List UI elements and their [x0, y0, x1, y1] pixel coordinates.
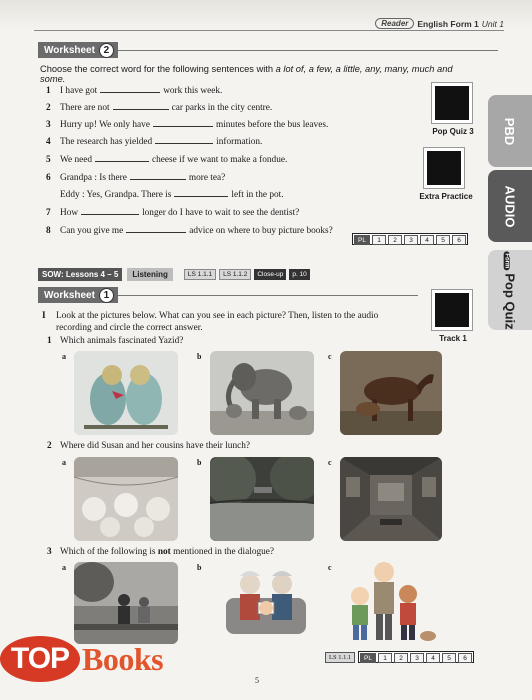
side-tab-pop-quiz[interactable]	[488, 250, 532, 330]
running-header	[375, 18, 504, 29]
answer-blank[interactable]	[153, 118, 213, 127]
worksheet-rule	[118, 295, 418, 296]
question-text-before: I have got	[60, 86, 98, 96]
question-text-before: Eddy : Yes, Grandpa. There is	[60, 190, 172, 200]
pop-quiz-caption: Pop Quiz 3	[432, 127, 474, 136]
option-label-a: a	[62, 458, 66, 467]
answer-blank[interactable]	[81, 206, 139, 215]
question-text-after: longer do I have to wait to see the dentist?	[142, 208, 300, 218]
worksheet-label-text: Worksheet	[44, 44, 95, 56]
scheme-of-work-bar	[38, 268, 310, 281]
question-text-after: left in the pot.	[231, 190, 284, 200]
worksheet-2-question	[46, 171, 225, 183]
answer-blank[interactable]	[174, 188, 228, 197]
answer-blank[interactable]	[155, 135, 213, 144]
side-tab-label: AUDIO	[502, 185, 518, 227]
pl-level-box[interactable]: 1	[378, 653, 392, 663]
question-1-text: Which animals fascinated Yazid?	[60, 336, 184, 346]
pl-label: PL	[360, 653, 376, 663]
question-text-before: We need	[60, 155, 93, 165]
question-text-before: Can you give me	[60, 226, 124, 236]
unit-label: Unit 1	[481, 18, 504, 29]
topbooks-watermark	[0, 636, 163, 682]
question-text-before: There are not	[60, 103, 110, 113]
sow-lesson-label: SOW: Lessons 4 – 5	[38, 268, 122, 281]
question-number: 2	[47, 441, 52, 451]
book-title: English Form 1	[417, 18, 479, 29]
option-label-c: c	[328, 352, 332, 361]
option-label-c: c	[328, 458, 332, 467]
pl-level-box[interactable]: 3	[410, 653, 424, 663]
option-label-b: b	[197, 458, 202, 467]
question-number: 1	[47, 336, 52, 346]
side-tab-label	[503, 251, 518, 329]
closeup-label: Close-up	[254, 269, 286, 280]
option-label-b: b	[197, 352, 202, 361]
worksheet-number: 1	[99, 288, 114, 303]
track-1-caption: Track 1	[439, 334, 467, 343]
publisher-logo: Reader	[375, 18, 414, 29]
question-number: 2	[46, 103, 51, 113]
worksheet-label-text: Worksheet	[44, 289, 95, 301]
worksheet-2-question	[46, 135, 262, 147]
footer-ls-code: LS 1.1.1	[325, 652, 355, 663]
park-lake-photo	[210, 457, 314, 541]
worksheet-2-question	[46, 188, 284, 200]
side-tab-audio[interactable]	[488, 170, 532, 242]
pl-level-box[interactable]: 5	[442, 653, 456, 663]
worksheet-2-question	[46, 224, 333, 236]
banquet-hall-photo	[74, 457, 178, 541]
question-number: 3	[46, 120, 51, 130]
section-roman-numeral: I	[42, 311, 46, 321]
worksheet-2-question	[46, 84, 222, 96]
answer-blank[interactable]	[100, 84, 160, 93]
pl-level-box[interactable]: 5	[436, 235, 450, 245]
worksheet-rule	[118, 50, 498, 51]
q3-text-part: Which of the following is	[60, 547, 158, 557]
question-number: 1	[46, 86, 51, 96]
grandparents-reading-illustration	[218, 562, 314, 644]
answer-blank[interactable]	[113, 101, 169, 110]
watermark-top-badge: TOP	[0, 636, 80, 682]
option-label-a: a	[62, 352, 66, 361]
question-text-after: advice on where to buy picture books?	[189, 226, 333, 236]
question-text-before: Grandpa : Is there	[60, 173, 127, 183]
side-tab-label-text: Pop Quiz	[502, 272, 518, 330]
question-text-after: work this week.	[163, 86, 223, 96]
performance-level-row	[358, 651, 474, 663]
answer-blank[interactable]	[130, 171, 186, 180]
header-rule	[34, 30, 504, 31]
side-tab-form-badge: Form	[503, 252, 510, 268]
pl-level-box[interactable]: 1	[372, 235, 386, 245]
worksheet-1-instruction-line2: recording and circle the correct answer.	[56, 323, 203, 333]
pop-quiz-qr-code[interactable]	[432, 83, 472, 123]
people-fishing-photo	[74, 562, 178, 644]
question-text-after: car parks in the city centre.	[171, 103, 273, 113]
side-tab-pbd[interactable]	[488, 95, 532, 167]
question-text-before: Hurry up! We only have	[60, 120, 150, 130]
elephants-photo	[210, 351, 314, 435]
answer-blank[interactable]	[126, 224, 186, 233]
option-label-b: b	[197, 563, 202, 572]
extra-practice-caption: Extra Practice	[419, 192, 473, 201]
family-cartoon-illustration	[340, 558, 440, 644]
question-2-text: Where did Susan and her cousins have their lunch?	[60, 441, 251, 451]
worksheet-1-instruction-line1: Look at the pictures below. What can you see in each picture? Then, listen to the audio	[56, 311, 379, 321]
pl-level-box[interactable]: 2	[394, 653, 408, 663]
pl-label: PL	[354, 235, 370, 245]
question-text-after: more tea?	[188, 173, 226, 183]
question-text-before: How	[60, 208, 79, 218]
pl-level-box[interactable]: 3	[404, 235, 418, 245]
worksheet-2-question	[46, 101, 272, 113]
pl-level-box[interactable]: 6	[458, 653, 472, 663]
lovebirds-photo	[74, 351, 178, 435]
closeup-page-ref: p. 10	[289, 269, 309, 280]
question-3-text	[60, 547, 274, 557]
pl-level-box[interactable]: 6	[452, 235, 466, 245]
worksheet-1-label	[38, 287, 118, 303]
question-text-after: cheese if we want to make a fondue.	[152, 155, 288, 165]
pl-level-box[interactable]: 4	[420, 235, 434, 245]
worksheet-2-question	[46, 153, 287, 165]
question-number: 8	[46, 226, 51, 236]
worksheet-2-label	[38, 42, 118, 58]
q3-emphasis: not	[157, 547, 171, 557]
question-number: 5	[46, 155, 51, 165]
horses-photo	[340, 351, 442, 435]
question-number: 6	[46, 173, 51, 183]
worksheet-number: 2	[99, 43, 114, 58]
question-number: 4	[46, 137, 51, 147]
art-gallery-photo	[340, 457, 442, 541]
quantifier-list: a lot of, a few, a little, any, many, much and some.	[40, 64, 453, 84]
watermark-books-text: Books	[82, 640, 164, 677]
performance-level-row	[352, 233, 468, 245]
pl-level-box[interactable]: 4	[426, 653, 440, 663]
question-number: 7	[46, 208, 51, 218]
question-text-before: The research has yielded	[60, 137, 153, 147]
ls-code-1: LS 1.1.1	[184, 269, 216, 280]
extra-practice-qr-code[interactable]	[424, 148, 464, 188]
skill-label: Listening	[127, 268, 173, 281]
question-text-after: minutes before the bus leaves.	[215, 120, 329, 130]
pl-level-box[interactable]: 2	[388, 235, 402, 245]
page-number: 5	[255, 676, 259, 685]
worksheet-2-question	[46, 118, 328, 130]
answer-blank[interactable]	[95, 153, 149, 162]
question-number: 3	[47, 547, 52, 557]
side-tab-label: PBD	[502, 117, 518, 145]
question-text-after: information.	[216, 137, 263, 147]
ls-code-2: LS 1.1.2	[219, 269, 251, 280]
worksheet-2-instruction: Choose the correct word for the following sentences with a lot of, a few, a little, any, many, much and some.	[40, 64, 453, 84]
worksheet-2-question	[46, 206, 299, 218]
option-label-a: a	[62, 563, 66, 572]
q3-text-part: mentioned in the dialogue?	[170, 547, 275, 557]
option-label-c: c	[328, 563, 332, 572]
track-1-qr-code[interactable]	[432, 290, 472, 330]
